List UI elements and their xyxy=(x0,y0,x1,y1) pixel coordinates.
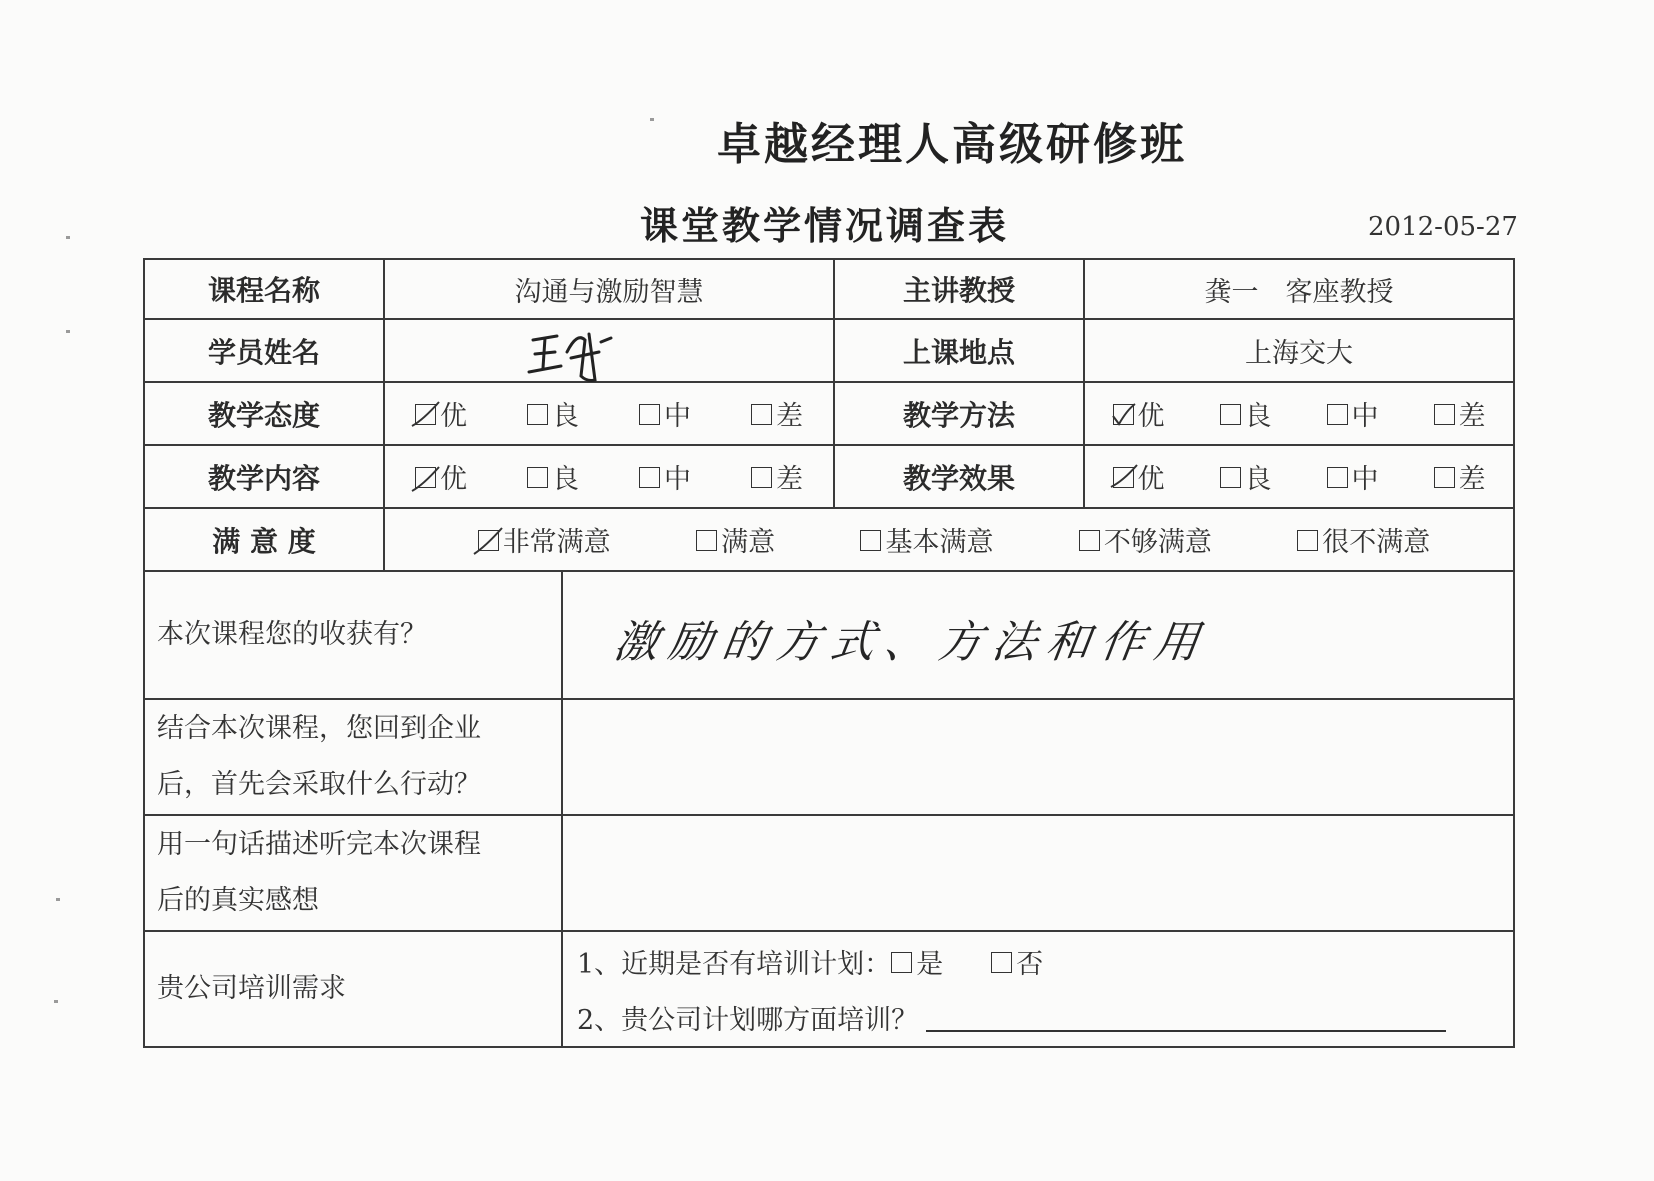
checkbox[interactable] xyxy=(1297,530,1318,551)
checkbox[interactable] xyxy=(860,530,881,551)
course-row xyxy=(144,259,1514,319)
method-label: 教学方法 xyxy=(834,382,1084,445)
student-signature xyxy=(515,322,635,384)
gain-answer-cell[interactable] xyxy=(562,571,1514,699)
checkbox[interactable] xyxy=(639,404,660,425)
content-label: 教学内容 xyxy=(144,445,384,508)
check-mark-icon xyxy=(1107,459,1141,493)
attitude-option-poor[interactable]: 差 xyxy=(751,394,803,433)
effect-label: 教学效果 xyxy=(834,445,1084,508)
satisfaction-option-satisfied[interactable]: 满意 xyxy=(696,520,775,559)
gain-row xyxy=(144,571,1514,699)
checkbox[interactable] xyxy=(696,530,717,551)
action-answer-cell[interactable] xyxy=(562,699,1514,815)
training-row xyxy=(144,931,1514,1047)
effect-option-poor[interactable]: 差 xyxy=(1434,457,1486,496)
course-label: 课程名称 xyxy=(144,259,384,319)
checkbox[interactable] xyxy=(1327,404,1348,425)
student-label: 学员姓名 xyxy=(144,319,384,382)
attitude-option-excellent[interactable]: 优 xyxy=(415,394,467,433)
course-value: 沟通与激励智慧 xyxy=(384,259,834,319)
feeling-answer-cell[interactable] xyxy=(562,815,1514,931)
form-subtitle: 课堂教学情况调查表 xyxy=(640,204,1010,248)
feeling-label: 用一句话描述听完本次课程 后的真实感想 xyxy=(144,815,562,931)
student-row xyxy=(144,319,1514,382)
checkbox[interactable] xyxy=(1220,467,1241,488)
location-value: 上海交大 xyxy=(1084,319,1514,382)
attitude-option-fair[interactable]: 中 xyxy=(639,394,691,433)
check-mark-icon xyxy=(409,396,443,430)
action-label: 结合本次课程，您回到企业 后，首先会采取什么行动？ xyxy=(144,699,562,815)
check-mark-icon xyxy=(1107,396,1141,430)
checkbox[interactable] xyxy=(751,467,772,488)
checkbox[interactable] xyxy=(1327,467,1348,488)
training-plan-no[interactable]: 否 xyxy=(991,942,1043,981)
form-date: 2012-05-27 xyxy=(1368,212,1518,242)
effect-options xyxy=(1084,445,1514,508)
satisfaction-option-basic[interactable]: 基本满意 xyxy=(860,520,993,559)
checkbox[interactable] xyxy=(891,952,912,973)
method-option-fair[interactable]: 中 xyxy=(1327,394,1379,433)
survey-table xyxy=(143,258,1515,1048)
gain-answer: 激励的方式、方法和作用 xyxy=(610,617,1212,668)
training-answer-cell xyxy=(562,931,1514,1047)
checkbox[interactable] xyxy=(751,404,772,425)
gain-label: 本次课程您的收获有？ xyxy=(144,571,562,699)
effect-option-fair[interactable]: 中 xyxy=(1327,457,1379,496)
satisfaction-option-very-unsatisfied[interactable]: 很不满意 xyxy=(1297,520,1430,559)
content-row xyxy=(144,445,1514,508)
method-options xyxy=(1084,382,1514,445)
satisfaction-row xyxy=(144,508,1514,571)
content-option-fair[interactable]: 中 xyxy=(639,457,691,496)
attitude-options xyxy=(384,382,834,445)
content-option-poor[interactable]: 差 xyxy=(751,457,803,496)
lecturer-value: 龚一 客座教授 xyxy=(1084,259,1514,319)
checkbox[interactable] xyxy=(1220,404,1241,425)
form-title: 卓越经理人高级研修班 xyxy=(717,119,1187,170)
satisfaction-option-insufficient[interactable]: 不够满意 xyxy=(1079,520,1212,559)
content-options xyxy=(384,445,834,508)
attitude-label: 教学态度 xyxy=(144,382,384,445)
training-area-question: 2、贵公司计划哪方面培训？ xyxy=(577,989,1513,1045)
checkbox[interactable] xyxy=(527,467,548,488)
location-label: 上课地点 xyxy=(834,319,1084,382)
training-plan-yes[interactable]: 是 xyxy=(891,942,943,981)
effect-option-good[interactable]: 良 xyxy=(1220,457,1272,496)
feeling-row xyxy=(144,815,1514,931)
checkbox[interactable] xyxy=(639,467,660,488)
training-plan-question: 1、近期是否有培训计划： 是 否 xyxy=(577,933,1513,989)
student-signature-cell[interactable] xyxy=(384,319,834,382)
method-option-excellent[interactable]: 优 xyxy=(1113,394,1165,433)
checkbox[interactable] xyxy=(1079,530,1100,551)
action-row xyxy=(144,699,1514,815)
check-mark-icon xyxy=(472,522,506,556)
training-area-input[interactable] xyxy=(926,1002,1446,1032)
satisfaction-label: 满 意 度 xyxy=(144,508,384,571)
lecturer-label: 主讲教授 xyxy=(834,259,1084,319)
attitude-option-good[interactable]: 良 xyxy=(527,394,579,433)
effect-option-excellent[interactable]: 优 xyxy=(1113,457,1165,496)
content-option-good[interactable]: 良 xyxy=(527,457,579,496)
checkbox[interactable] xyxy=(1434,404,1455,425)
satisfaction-options xyxy=(384,508,1514,571)
content-option-excellent[interactable]: 优 xyxy=(415,457,467,496)
method-option-good[interactable]: 良 xyxy=(1220,394,1272,433)
method-option-poor[interactable]: 差 xyxy=(1434,394,1486,433)
checkbox[interactable] xyxy=(1434,467,1455,488)
satisfaction-option-very[interactable]: 非常满意 xyxy=(478,520,611,559)
attitude-row xyxy=(144,382,1514,445)
training-label: 贵公司培训需求 xyxy=(144,931,562,1047)
check-mark-icon xyxy=(409,459,443,493)
checkbox[interactable] xyxy=(527,404,548,425)
checkbox[interactable] xyxy=(991,952,1012,973)
